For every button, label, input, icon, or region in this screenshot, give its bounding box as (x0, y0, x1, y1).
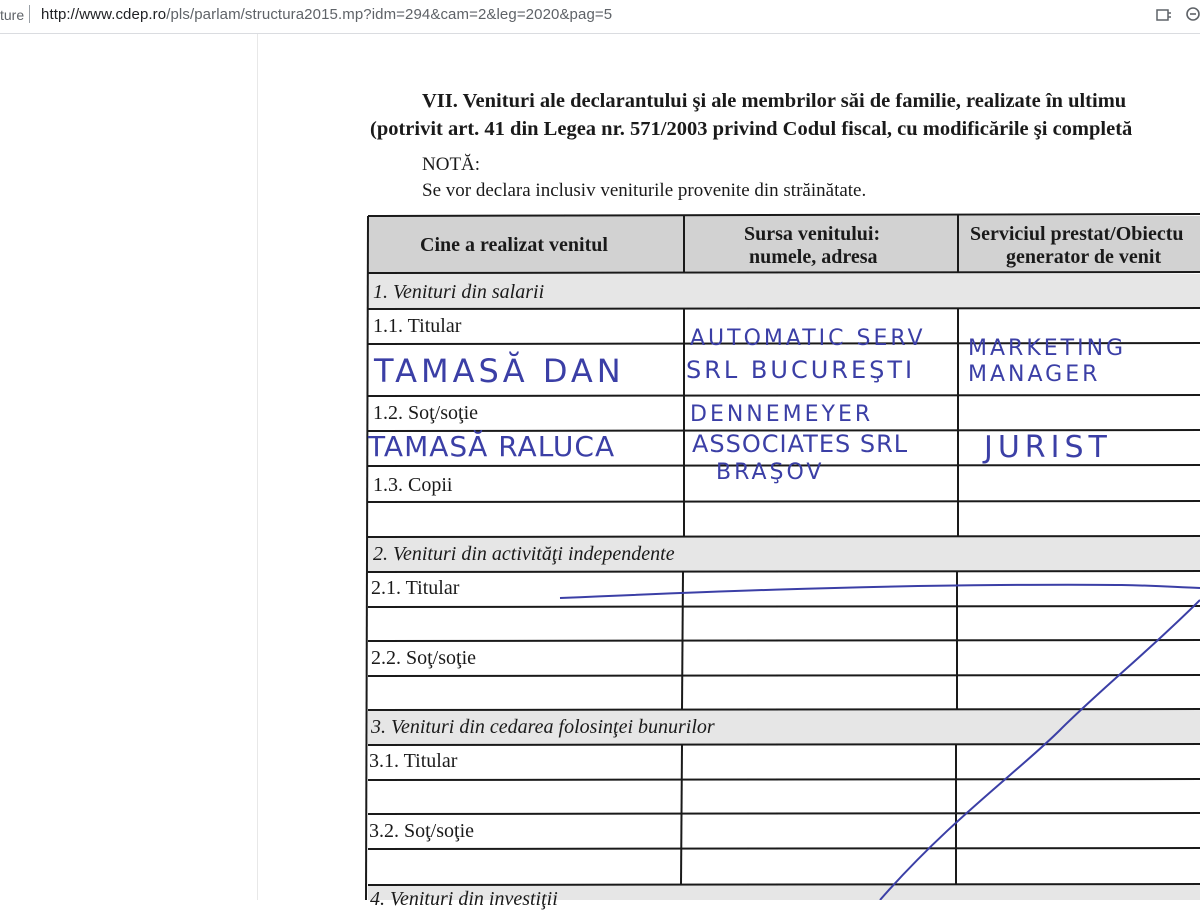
section-investments: 4. Venituri din investiţii (370, 888, 558, 910)
row-3-1-titular: 3.1. Titular (369, 750, 458, 772)
row-1-1-titular: 1.1. Titular (373, 315, 462, 337)
section-heading-line1: VII. Venituri ale declarantului şi ale membrilor săi de familie, realizate în ultimu (422, 90, 1127, 112)
note-label: NOTĂ: (422, 154, 481, 175)
header-who: Cine a realizat venitul (420, 234, 608, 256)
header-source-line2: numele, adresa (749, 246, 878, 268)
section-independent: 2. Venituri din activităţi independente (373, 543, 675, 565)
horizontal-strike-line (560, 585, 1200, 598)
handwritten-titular-source-line2: SRL BUCUREŞTI (686, 356, 916, 384)
header-service-line2: generator de venit (1006, 246, 1162, 268)
header-source-line1: Sursa venitului: (744, 223, 881, 245)
handwritten-titular-service-line1: MARKETING (968, 336, 1127, 361)
row-2-2-spouse: 2.2. Soţ/soţie (371, 647, 477, 669)
header-service-line1: Serviciul prestat/Obiectu (970, 223, 1184, 245)
handwritten-titular-name: TAMASĂ DAN (374, 352, 625, 390)
url-host: http://www.cdep.ro (41, 6, 167, 23)
row-2-1-titular: 2.1. Titular (371, 577, 460, 599)
handwritten-spouse-service: JURIST (984, 430, 1112, 465)
row-3-2-spouse: 3.2. Soţ/soţie (369, 820, 475, 842)
row-1-2-spouse: 1.2. Soţ/soţie (373, 402, 479, 424)
handwritten-titular-service-line2: MANAGER (968, 362, 1101, 387)
diagonal-strike-line (880, 600, 1200, 900)
handwritten-spouse-source-line2: ASSOCIATES SRL (692, 430, 909, 458)
handwritten-spouse-source-line1: DENNEMEYER (690, 402, 874, 427)
section-property-use: 3. Venituri din cedarea folosinţei bunurilor (371, 716, 715, 738)
handwritten-titular-source-line1: AUTOMATIC SERV (690, 326, 926, 351)
note-text: Se vor declara inclusiv veniturile provenite din străinătate. (422, 180, 867, 201)
section-heading-line2: (potrivit art. 41 din Legea nr. 571/2003 privind Codul fiscal, cu modificările şi completă (370, 118, 1133, 140)
handwritten-spouse-name: TAMASĂ RALUCA (368, 430, 616, 463)
section-salaries: 1. Venituri din salarii (373, 281, 545, 303)
tab-title-fragment: ture (0, 7, 25, 23)
url-path: /pls/parlam/structura2015.mp?idm=294&cam=2&leg=2020&pag=5 (166, 6, 613, 23)
row-1-3-children: 1.3. Copii (373, 474, 453, 496)
handwritten-spouse-source-line3: BRAŞOV (716, 460, 825, 485)
